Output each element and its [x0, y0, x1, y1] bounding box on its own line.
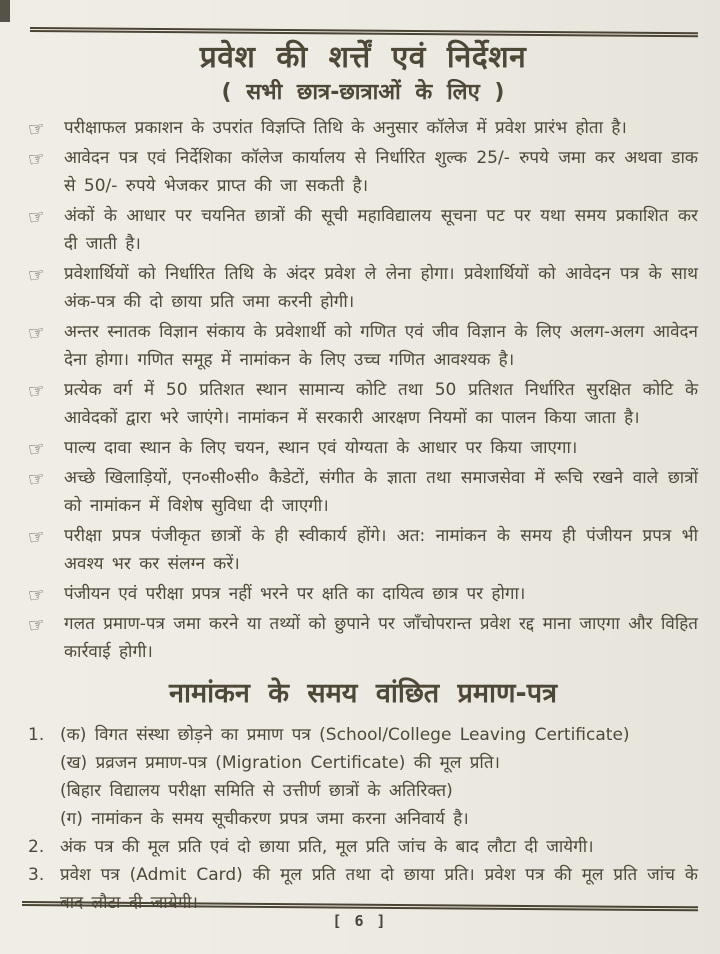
list-item: [28, 721, 698, 833]
item-number: 1.: [28, 725, 45, 745]
item-line: (ख) प्रव्रजन प्रमाण-पत्र (Migration Certificate) की मूल प्रति।: [60, 753, 500, 773]
instruction-text: परीक्षाफल प्रकाशन के उपरांत विज्ञप्ति तिथि के अनुसार कॉलेज में प्रवेश प्रारंभ होता है।: [64, 118, 627, 138]
instruction-text: पाल्य दावा स्थान के लिए चयन, स्थान एवं योग्यता के आधार पर किया जाएगा।: [64, 438, 578, 458]
instruction-item: [28, 318, 698, 374]
instruction-text: पंजीयन एवं परीक्षा प्रपत्र नहीं भरने पर क्षति का दायित्व छात्र पर होगा।: [64, 584, 526, 604]
scan-artifact-corner: [0, 0, 10, 22]
pointing-hand-icon: ☞: [26, 117, 47, 142]
item-text: [60, 721, 698, 833]
instruction-item: [28, 114, 698, 142]
item-line: प्रवेश पत्र (Admit Card) की मूल प्रति तथा दो छाया प्रति। प्रवेश पत्र की मूल प्रति जांच के बाद लौटा दी जायेगी।: [60, 865, 698, 913]
document-page: [28, 38, 698, 917]
instruction-item: [28, 376, 698, 432]
instruction-item: [28, 580, 698, 608]
item-line: अंक पत्र की मूल प्रति एवं दो छाया प्रति, मूल प्रति जांच के बाद लौटा दी जायेगी।: [60, 837, 594, 857]
instruction-text: परीक्षा प्रपत्र पंजीकृत छात्रों के ही स्वीकार्य होंगे। अत: नामांकन के समय ही पंजीयन प्रपत्र भी अवश्य भर कर संलग्न करें।: [64, 526, 698, 574]
instruction-text: अन्तर स्नातक विज्ञान संकाय के प्रवेशार्थी को गणित एवं जीव विज्ञान के लिए अलग-अलग आवेदन देना होगा। गणित समूह में नामांकन के लिए उच्च गणित आवश्यक है।: [64, 322, 698, 370]
pointing-hand-icon: ☞: [26, 467, 47, 492]
instruction-item: [28, 202, 698, 258]
page-title: प्रवेश की शर्त्तें एवं निर्देशन: [199, 40, 527, 75]
item-number: 3.: [28, 865, 45, 885]
item-number: 2.: [28, 837, 45, 857]
pointing-hand-icon: ☞: [26, 321, 47, 346]
instruction-item: [28, 522, 698, 578]
item-line: (बिहार विद्यालय परीक्षा समिति से उत्तीर्ण छात्रों के अतिरिक्त): [60, 781, 453, 801]
instruction-item: [28, 464, 698, 520]
instruction-text: अंकों के आधार पर चयनित छात्रों की सूची महाविद्यालय सूचना पट पर यथा समय प्रकाशित कर दी जाती है।: [64, 206, 698, 254]
pointing-hand-icon: ☞: [26, 437, 47, 462]
instruction-item: [28, 610, 698, 666]
instruction-item: [28, 144, 698, 200]
pointing-hand-icon: ☞: [26, 147, 47, 172]
list-item: [28, 833, 698, 861]
instruction-text: गलत प्रमाण-पत्र जमा करने या तथ्यों को छुपाने पर जाँचोपरान्त प्रवेश रद्द माना जाएगा और विहित कार्रवाई होगी।: [64, 614, 698, 662]
page-number: [ 6 ]: [332, 912, 388, 930]
instruction-item: [28, 434, 698, 462]
pointing-hand-icon: ☞: [26, 205, 47, 230]
instruction-text: आवेदन पत्र एवं निर्देशिका कॉलेज कार्यालय से निर्धारित शुल्क 25/- रुपये जमा कर अथवा डाक से 50/- रुपये भेजकर प्राप्त की जा सकती है।: [64, 148, 698, 196]
pointing-hand-icon: ☞: [26, 263, 47, 288]
instruction-text: प्रवेशार्थियों को निर्धारित तिथि के अंदर प्रवेश ले लेना होगा। प्रवेशार्थियों को आवेदन पत्र के साथ अंक-पत्र की दो छाया प्रति जमा करनी होगी।: [64, 264, 698, 312]
item-line: (ग) नामांकन के समय सूचीकरण प्रपत्र जमा करना अनिवार्य है।: [60, 809, 469, 829]
page-subtitle: ( सभी छात्र-छात्राओं के लिए ): [221, 80, 505, 105]
item-text: [60, 833, 698, 861]
pointing-hand-icon: ☞: [26, 379, 47, 404]
pointing-hand-icon: ☞: [26, 583, 47, 608]
item-line: (क) विगत संस्था छोड़ने का प्रमाण पत्र (School/College Leaving Certificate): [60, 725, 630, 745]
instruction-text: अच्छे खिलाड़ियों, एन०सी०सी० कैडेटों, संगीत के ज्ञाता तथा समाजसेवा में रूचि रखने वाले छात्रों को नामांकन में विशेष सुविधा दी जाएगी।: [64, 468, 699, 516]
instruction-item: [28, 260, 698, 316]
top-divider-rule: [30, 27, 698, 37]
instruction-text: प्रत्येक वर्ग में 50 प्रतिशत स्थान सामान्य कोटि तथा 50 प्रतिशत निर्धारित सुरक्षित कोटि के आवेदकों द्वारा भरे जाएंगे। नामांकन में सरकारी आरक्षण नियमों का पालन किया जाता है।: [64, 380, 698, 428]
instruction-list: [28, 114, 698, 666]
required-documents-list: [28, 721, 698, 917]
pointing-hand-icon: ☞: [26, 525, 47, 550]
pointing-hand-icon: ☞: [26, 613, 47, 638]
section-heading: नामांकन के समय वांछित प्रमाण-पत्र: [168, 678, 557, 709]
